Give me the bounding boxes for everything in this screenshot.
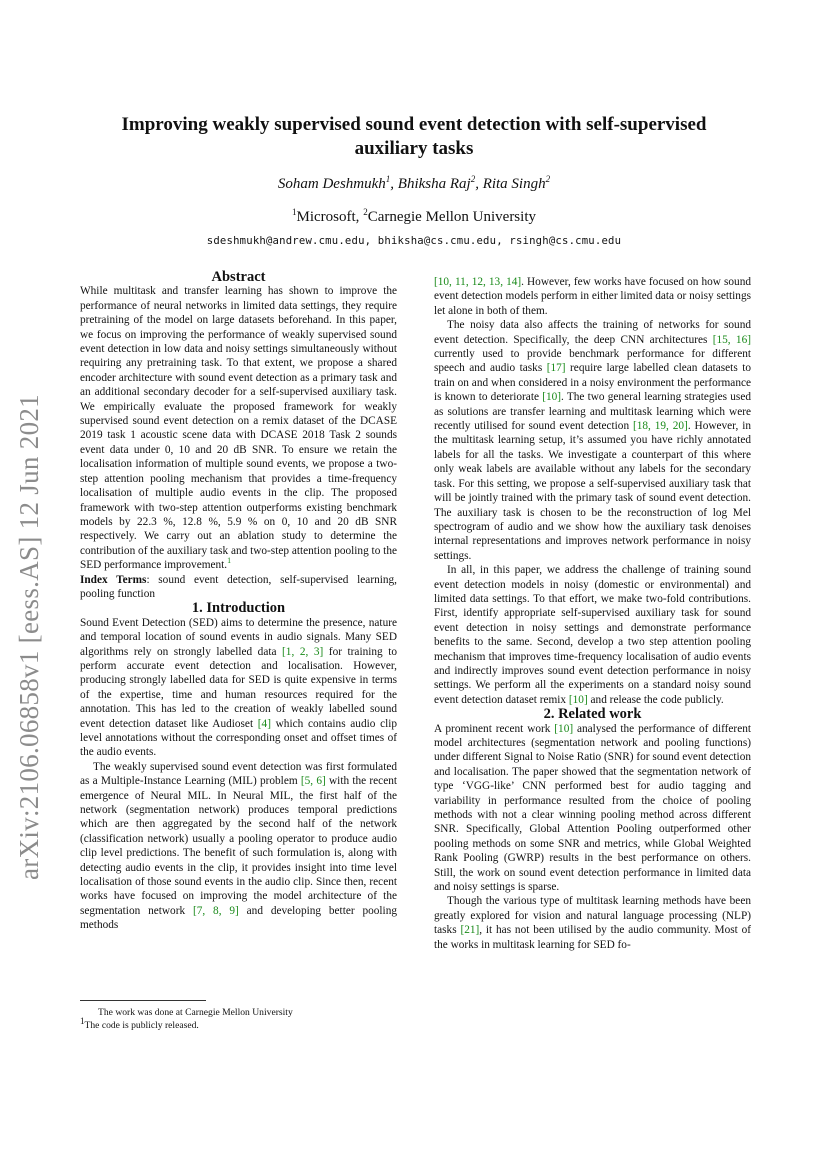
index-terms-text: : sound event detection, self-supervised learning, pooling function: [80, 573, 397, 600]
paragraph-text: require large labelled clean datasets to train on and when considered in a noisy environment the performance is known to deteriorate: [434, 362, 751, 404]
paragraph-text: The weakly supervised sound event detection was first formulated as a Multiple-Instance Learning (MIL) problem: [80, 760, 397, 788]
left-column: [80, 270, 397, 933]
paragraph-text: . The two general learning strategies used as solutions are transfer learning and multitask learning which were recently utilised for sound event detection: [434, 391, 751, 433]
citation-link[interactable]: [18, 19, 20]: [632, 420, 688, 433]
citation-link[interactable]: [10, 11, 12, 13, 14]: [434, 276, 522, 288]
abstract-heading: Abstract: [211, 269, 266, 285]
author-name: Bhiksha Raj: [397, 176, 471, 192]
citation-link[interactable]: [15, 16]: [712, 333, 751, 346]
paragraph-text: A prominent recent work: [434, 722, 555, 735]
paragraph-text: with the recent emergence of Neural MIL. In Neural MIL, the first half of the network (segmentation network) produces temporal predictions which are then aggregated by the second half of the network (classification network) usually a pooling operator to produce audio clip level predictions. The benefit of such formulation is, along with detecting audio events in the clip, it provides insight into time level localisation of those sound events in the audio clip. Since then, recent works have focused on improving the model architecture of the segmentation network: [80, 775, 397, 917]
paragraph-text: . However, in the multitask learning setup, it’s assumed you have richly annotated labels for all the tasks. We investigate a counterpart of this where only weak labels are available without any labels for the secondary task. For this setting, we propose a self-supervised auxiliary task that will be jointly trained with the primary task of sound event detection. The auxiliary task is chosen to be the reconstruction of log Mel spectrogram of audio and we show how the auxiliary task denoises internal representations and improves network performance in noisy settings.: [434, 420, 751, 562]
footnote-link[interactable]: 1: [227, 556, 232, 566]
footnote-marker: 1: [80, 1015, 85, 1026]
footnotes: [80, 1006, 397, 1032]
footnote: The work was done at Carnegie Mellon University: [98, 1007, 293, 1018]
affiliations: [80, 209, 748, 226]
paragraph: [434, 722, 751, 895]
affiliation-org: Microsoft,: [296, 209, 364, 225]
related-work-heading: 2. Related work: [543, 706, 642, 723]
paragraph-text: . However, few works have focused on how sound event detection models perform in either limited data or noisy settings let alone in both of them.: [434, 276, 751, 317]
abstract-body: [80, 284, 397, 572]
citation-link[interactable]: [10]: [554, 722, 574, 735]
paragraph-text: and developing better pooling methods: [80, 904, 397, 932]
paragraph-text: currently used to provide benchmark performance for different speech and audio tasks: [434, 348, 751, 375]
footnote-divider: [80, 1000, 206, 1001]
citation-link[interactable]: [17]: [546, 362, 566, 375]
author-emails: sdeshmukh@andrew.cmu.edu, bhiksha@cs.cmu.edu, rsingh@cs.cmu.edu: [206, 235, 622, 247]
index-terms: [80, 573, 397, 602]
footnote-text: The code is publicly released.: [84, 1020, 199, 1031]
arxiv-identifier: arXiv:2106.06858v1 [eess.AS] 12 Jun 2021: [14, 394, 44, 880]
affiliation-marker: 2: [363, 207, 368, 217]
paragraph-text: The noisy data also affects the training of networks for sound event detection. Specifically, the deep CNN architectures: [434, 319, 751, 346]
affiliation-org: Carnegie Mellon University: [367, 209, 536, 225]
right-column: [434, 275, 751, 952]
paragraph-text: which contains audio clip level annotations without the corresponding onset and offset times of the audio events.: [80, 717, 398, 759]
introduction-heading: 1. Introduction: [191, 600, 286, 617]
paragraph: [434, 563, 751, 707]
affiliation-marker: 2: [470, 174, 476, 184]
paragraph-text: analysed the performance of different model architectures (segmentation network and pooling functions) under different Signal to Noise Ratio (SNR) for sound event detection and localisation. The paper showed that the segmentation network of type ‘VGG-like’ CNN performed best for audio tagging and variability in performance resulted from the choice of pooling methods with not a clear winning pooling method across different SNR. Specifically, Global Attention Pooling outperformed other pooling methods on some SNR and metrics, while Global Weighted Rank Pooling (GWRP) results in the best performance on others. Still, the work on sound event detection performance in limited data and noisy settings is sparse.: [434, 722, 751, 894]
affiliation-marker: 1: [385, 174, 391, 184]
paragraph: [434, 894, 751, 952]
citation-link[interactable]: [7, 8, 9]: [192, 904, 239, 917]
citation-link[interactable]: [10]: [542, 391, 562, 404]
paragraph-text: Sound Event Detection (SED) aims to determine the presence, nature and temporal location of sound events in audio signals. Many SED algorithms rely on strongly labelled data: [80, 616, 397, 658]
author-name: Rita Singh: [482, 176, 546, 192]
paragraph: [80, 760, 397, 933]
paragraph-text: In all, in this paper, we address the challenge of training sound event detection models in noisy (domestic or environmental) and limited data settings. To that effort, we make two-fold contributions. First, identify appropriate self-supervised auxiliary task for sound event detection in noisy settings and demonstrate performance benefits to the same. Second, develop a two step attention pooling mechanism that improves time-frequency localisation of audio events and indirectly improves sound event detection performance in noisy settings. We perform all the experiments on a standard noisy sound event detection dataset remix: [434, 564, 751, 706]
affiliation-marker: 2: [545, 174, 551, 184]
paragraph: [434, 275, 751, 318]
author-name: Soham Deshmukh: [277, 176, 386, 192]
title-line-1: Improving weakly supervised sound event detection with self-supervised: [121, 114, 707, 135]
citation-link[interactable]: [4]: [257, 717, 271, 730]
abstract-text: While multitask and transfer learning has shown to improve the performance of neural networks in limited data settings, they require pretraining of the model on large datasets beforehand. In this paper, we focus on improving the performance of weakly supervised sound event detection in low data and noisy settings simultaneously without requiring any pretraining task. To that extent, we propose a shared encoder architecture with sound event detection as a primary task and an additional secondary decoder for a self-supervised auxiliary task. We empirically evaluate the proposed framework for weakly supervised sound event detection on a remix dataset of the DCASE 2019 task 1 acoustic scene data with DCASE 2018 Task 2 sounds event data under 0, 10 and 20 dB SNR. To ensure we retain the localisation information of multiple sound events, we propose a two-step attention pooling mechanism that provides a time-frequency localisation of multiple audio events in the clip. The proposed framework with two-step attention outperforms existing benchmark models by 22.3 %, 12.8 %, 5.9 % on 0, 10 and 20 dB SNR respectively. We carry out an ablation study to determine the contribution of the auxiliary task and two-step attention pooling to the SED performance improvement.: [80, 285, 397, 572]
affiliation-marker: 1: [292, 207, 297, 217]
paragraph-text: Though the various type of multitask learning methods have been greatly explored for vision and natural language processing (NLP) tasks: [434, 895, 751, 937]
index-terms-label: Index Terms: [80, 573, 147, 586]
title-line-2: auxiliary tasks: [354, 138, 474, 159]
footnote: [80, 1015, 397, 1032]
citation-link[interactable]: [10]: [568, 693, 588, 706]
citation-link[interactable]: [5, 6]: [300, 775, 326, 788]
paragraph-text: and release the code publicly.: [587, 693, 724, 706]
paragraph-text: for training to perform accurate event detection and localisation. However, producing strongly labelled data for SED is quite expensive in terms of the expertise, time and human resources required for the annotation. This has led to the creation of weakly labelled sound event detection dataset like Audioset: [80, 645, 397, 730]
paragraph: [80, 616, 397, 760]
author-list: Soham Deshmukh$^1$, Bhiksha Raj$^2$, Rita Singh$^2$: [277, 174, 551, 192]
paragraph-text: , it has not been utilised by the audio community. Most of the works in multitask learning for SED fo-: [434, 924, 751, 951]
paper-title: [80, 113, 748, 161]
paragraph: [434, 318, 751, 563]
citation-link[interactable]: [21]: [460, 924, 480, 937]
citation-link[interactable]: [1, 2, 3]: [282, 645, 324, 658]
